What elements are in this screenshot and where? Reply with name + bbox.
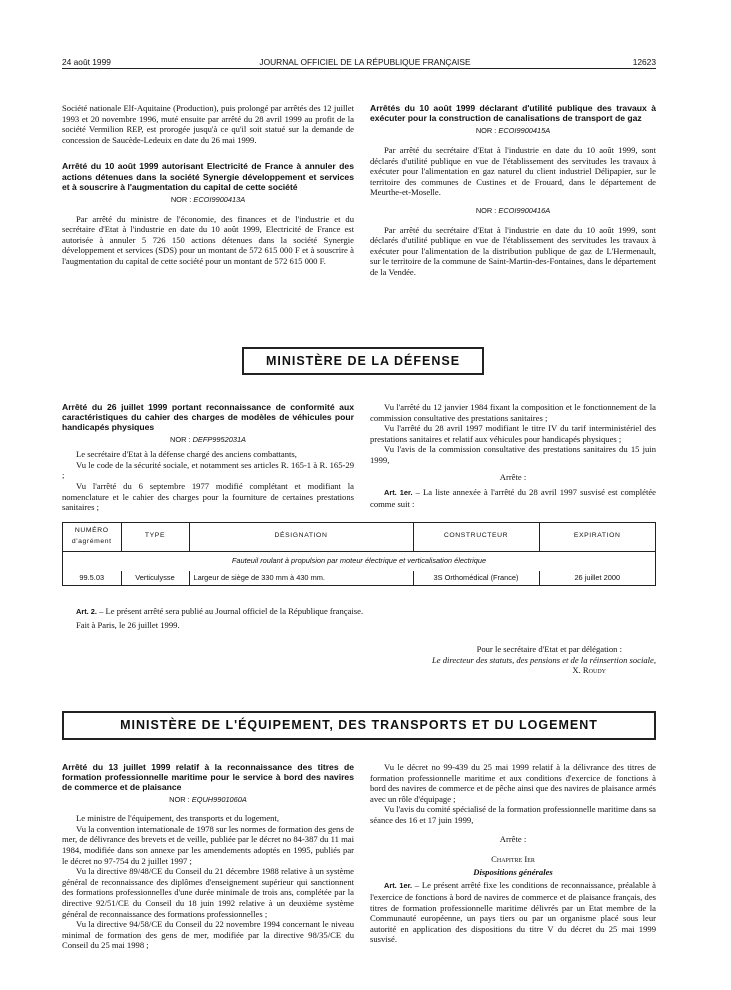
section2-right: [370, 402, 656, 509]
defense-art1: Art. 1er. – La liste annexée à l'arrêté du 28 avril 1997 susvisé est complétée comme suit :: [370, 487, 656, 509]
arretes-nor1: NOR : ECOI9900415A: [475, 126, 551, 136]
defense-art2: Art. 2. – Le présent arrêté sera publié au Journal officiel de la République française.: [76, 606, 364, 616]
defense-nor: NOR : DEFP9952031A: [169, 434, 246, 444]
equipement-nor: NOR : EQUH9901060A: [169, 794, 247, 804]
arretes-title: Arrêtés du 10 août 1999 déclarant d'utilité publique des travaux à exécuter pour la construction de canalisations de transport de gaz: [370, 103, 656, 124]
arretes-nor2: NOR : ECOI9900416A: [475, 205, 551, 215]
dispositions-heading: Dispositions générales: [473, 866, 553, 877]
journal-title: JOURNAL OFFICIEL DE LA RÉPUBLIQUE FRANÇAISE: [259, 57, 471, 67]
left-intro: Société nationale Elf-Aquitaine (Production), puis prolongé par arrêtés des 12 juillet 1993 et 20 novembre 1996, muté ensuite par arrêté du 28 avril 1999 au profit de la société Vermilion REP, est prorogée jusqu'à ce qu'il soit statué sur la demande de concession de Saucède-Ledeuix en date du 26 mai 1999.: [62, 103, 354, 145]
arrete1-title: Arrêté du 10 août 1999 autorisant Electricité de France à annuler des actions détenues dans la société Synergie développement et services et à souscrire à l'augmentation du capital de cette société: [62, 161, 354, 192]
equipement-right1: Vu le décret no 99-439 du 25 mai 1999 relatif à la délivrance des titres de formation professionnelle maritime et aux conditions d'exercice de fonctions à bord des navires de commerce et de pêche ainsi que des navires de plaisance armés avec un rôle d'équipage ;: [370, 762, 656, 804]
cell-constructeur: 3S Orthomédical (France): [413, 571, 539, 585]
equipement-line3: Vu la directive 89/48/CE du Conseil du 21 décembre 1988 relative à un système général de reconnaissance des diplômes d'enseignement supérieur qui sanctionnent des formations professionnelles d'une durée minimale de trois ans, complétée par la directive 92/51/CE du Conseil du 18 juin 1992 relative à un deuxième système général de reconnaissance des formations professionnelles ;: [62, 866, 354, 919]
defense-line1: Le secrétaire d'Etat à la défense chargé des anciens combattants,: [76, 449, 297, 460]
table-header-row: [63, 523, 655, 551]
equipement-art1: Art. 1er. – Le présent arrêté fixe les conditions de reconnaissance, préalable à l'exercice de fonctions à bord de navires de commerce et de plaisance français, des titres de formation professionnelle maritime délivrés par un Etat membre de la Communauté européenne, un pays tiers ou par un organisme placé sous leur autorité en application des dispositions du titre V du décret du 25 mai 1999 susvisé.: [370, 880, 656, 945]
page-number: 12623: [632, 57, 656, 67]
defense-line2: Vu le code de la sécurité sociale, et notamment ses articles R. 165-1 à R. 165-29 ;: [62, 459, 354, 481]
section2-left: [62, 402, 354, 513]
col-expiration: EXPIRATION: [539, 523, 655, 551]
chapitre-heading: Chapitre Ier: [491, 854, 535, 865]
arretes-text2: Par arrêté du secrétaire d'Etat à l'industrie en date du 10 août 1999, sont déclarés d'utilité publique en vue de l'établissement des servitudes les travaux à exécuter pour l'alimentation de la distribution publique de gaz de L'Hermenault, sur le territoire de la commune de Saint-Martin-des-Fontaines, dans le département de la Vendée.: [370, 224, 656, 277]
equipement-arrete: Arrête :: [499, 833, 527, 844]
cell-type: Verticulysse: [121, 571, 189, 585]
col-constructeur: CONSTRUCTEUR: [413, 523, 539, 551]
equipement-line2: Vu la convention internationale de 1978 sur les normes de formation des gens de mer, de délivrance des brevets et de veille, publiée par le décret no 84-387 du 11 mai 1984, modifiée dans son annexe par les amendements adoptés en 1995, publiés par le décret no 97-754 du 2 juillet 1997 ;: [62, 823, 354, 866]
defense-right2: Vu l'arrêté du 28 avril 1997 modifiant le titre IV du tarif interministériel des prestations sanitaires et relatif aux véhicules pour handicapés physiques ;: [370, 423, 656, 444]
col-numero: NUMÉRO d'agrément: [63, 523, 121, 551]
vehicle-table: [62, 522, 656, 586]
section1-left: [62, 103, 354, 267]
signature-line2: Le directeur des statuts, des pensions et de la réinsertion sociale,: [431, 654, 656, 665]
arretes-text1: Par arrêté du secrétaire d'Etat à l'industrie en date du 10 août 1999, sont déclarés d'utilité publique en vue de l'établissement des servitudes les travaux à exécuter pour l'alimentation en gaz naturel du client industriel Délipapier, sur le territoire des communes de Custines et de Frouard, dans le département de Meurthe-et-Moselle.: [370, 145, 656, 198]
section1-right: [370, 103, 656, 278]
ministry-defense-heading: MINISTÈRE DE LA DÉFENSE: [242, 347, 484, 375]
table-caption: Fauteuil roulant à propulsion par moteur électrique et verticalisation électrique: [231, 555, 487, 565]
defense-right1: Vu l'arrêté du 12 janvier 1984 fixant la composition et le fonctionnement de la commission consultative des prestations sanitaires ;: [370, 402, 656, 423]
signature-name: X. Roudy: [572, 665, 606, 676]
header-rule: [62, 68, 656, 69]
page-date: 24 août 1999: [62, 57, 111, 67]
equipement-line1: Le ministre de l'équipement, des transports et du logement,: [76, 813, 279, 824]
col-designation: DÉSIGNATION: [189, 523, 413, 551]
cell-expiration: 26 juillet 2000: [574, 572, 621, 582]
col-type: TYPE: [121, 523, 189, 551]
cell-numero: 99.5.03: [63, 571, 121, 585]
ministry-equipement-heading: MINISTÈRE DE L'ÉQUIPEMENT, DES TRANSPORTS ET DU LOGEMENT: [62, 711, 656, 740]
defense-fait: Fait à Paris, le 26 juillet 1999.: [76, 619, 180, 630]
cell-designation: Largeur de siège de 330 mm à 430 mm.: [189, 571, 413, 585]
section3-left: [62, 762, 354, 951]
signature-line1: Pour le secrétaire d'Etat et par délégation :: [476, 644, 622, 655]
section2b: [62, 606, 656, 676]
defense-right3: Vu l'avis de la commission consultative des prestations sanitaires du 15 juin 1999,: [370, 444, 656, 465]
defense-arrete: Arrête :: [499, 471, 527, 482]
arrete1-nor: NOR : ECOI9900413A: [170, 194, 246, 204]
defense-arrete-title: Arrêté du 26 juillet 1999 portant reconnaissance de conformité aux caractéristiques du cahier des charges de modèles de véhicules pour handicapés physiques: [62, 402, 354, 433]
equipement-right2: Vu l'avis du comité spécialisé de la formation professionnelle maritime dans sa séance des 16 et 17 juin 1999,: [370, 804, 656, 825]
section3-right: [370, 762, 656, 945]
defense-line3: Vu l'arrêté du 6 septembre 1977 modifié complétant et modifiant la nomenclature et le cahier des charges pour la fourniture de certaines prestations sanitaires ;: [62, 480, 354, 513]
table-row: [63, 571, 655, 585]
equipement-arrete-title: Arrêté du 13 juillet 1999 relatif à la reconnaissance des titres de formation professionnelle maritime pour le service à bord des navires de commerce et de plaisance: [62, 762, 354, 793]
arrete1-text: Par arrêté du ministre de l'économie, des finances et de l'industrie et du secrétaire d'Etat à l'industrie en date du 10 août 1999, Electricité de France est autorisée à annuler 5 726 150 actions détenues dans la société Synergie développement et services (SDS) pour un montant de 572 615 000 F et à souscrire à l'augmentation du capital de cette société pour un montant de 572 615 000 F.: [62, 213, 354, 266]
equipement-line4: Vu la directive 94/58/CE du Conseil du 22 novembre 1994 concernant le niveau minimal de formation des gens de mer, modifiée par la directive 98/35/CE du Conseil du 25 mai 1998 ;: [62, 919, 354, 951]
